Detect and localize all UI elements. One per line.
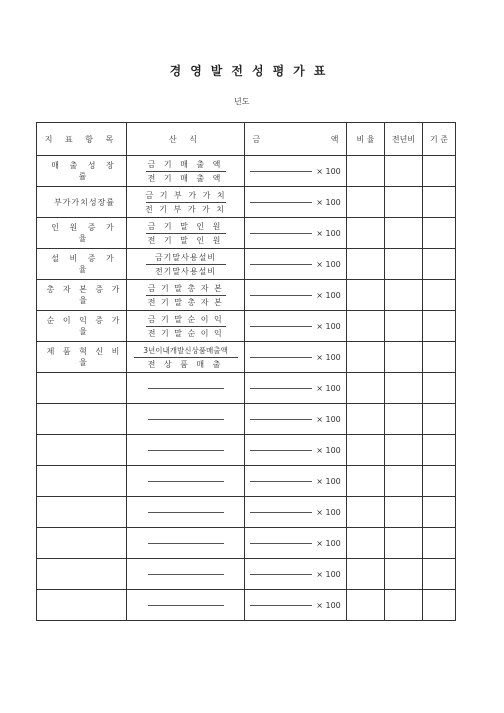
table-row (37, 280, 456, 311)
fill-line (148, 481, 224, 482)
fill-line (250, 202, 312, 203)
formula-cell-blank[interactable] (127, 466, 245, 497)
multiplier-label: × 100 (316, 600, 341, 610)
multiplier-label: × 100 (316, 352, 341, 362)
indicator-cell-blank[interactable] (37, 435, 127, 466)
amount-cell[interactable] (245, 466, 347, 497)
multiplier-label: × 100 (316, 290, 341, 300)
standard-cell[interactable] (423, 466, 456, 497)
formula-cell (127, 187, 245, 218)
indicator-label: 매 출 성 장 률 (37, 156, 127, 187)
formula-cell (127, 218, 245, 249)
indicator-label: 인 원 증 가 율 (37, 218, 127, 249)
amount-cell[interactable] (245, 218, 347, 249)
amount-cell[interactable] (245, 187, 347, 218)
formula-cell-blank[interactable] (127, 373, 245, 404)
ratio-cell[interactable] (347, 497, 385, 528)
amount-cell[interactable] (245, 404, 347, 435)
ratio-cell[interactable] (347, 156, 385, 187)
ratio-cell[interactable] (347, 590, 385, 621)
formula-denominator: 전 기 말 순 이 익 (147, 328, 224, 338)
blank-table-row (37, 590, 456, 621)
formula-cell-blank[interactable] (127, 404, 245, 435)
formula-denominator: 전 기 매 출 액 (147, 173, 224, 183)
multiplier-label: × 100 (316, 507, 341, 517)
multiplier-label: × 100 (316, 166, 341, 176)
amount-cell[interactable] (245, 342, 347, 373)
header-standard: 기 준 (423, 123, 456, 156)
formula-denominator: 전 기 부 가 가 치 (144, 204, 227, 214)
formula-denominator: 전 기 말 인 원 (147, 235, 224, 245)
blank-table-row (37, 373, 456, 404)
indicator-cell-blank[interactable] (37, 590, 127, 621)
formula-denominator: 전 기 말 총 자 본 (147, 297, 224, 307)
prev-year-cell[interactable] (385, 528, 423, 559)
header-formula: 산 식 (127, 123, 245, 156)
indicator-label: 부가가치성장률 (37, 187, 127, 218)
formula-cell-blank[interactable] (127, 559, 245, 590)
formula-cell (127, 311, 245, 342)
multiplier-label: × 100 (316, 414, 341, 424)
prev-year-cell[interactable] (385, 466, 423, 497)
header-indicator: 지 표 항 목 (37, 123, 127, 156)
indicator-cell-blank[interactable] (37, 528, 127, 559)
table-row (37, 342, 456, 373)
blank-table-row (37, 466, 456, 497)
standard-cell[interactable] (423, 373, 456, 404)
standard-cell[interactable] (423, 590, 456, 621)
fill-line (250, 574, 312, 575)
multiplier-label: × 100 (316, 538, 341, 548)
formula-numerator: 금 기 말 순 이 익 (146, 314, 226, 327)
ratio-cell[interactable] (347, 528, 385, 559)
ratio-cell[interactable] (347, 311, 385, 342)
formula-cell (127, 342, 245, 373)
ratio-cell[interactable] (347, 559, 385, 590)
header-ratio: 비 율 (347, 123, 385, 156)
standard-cell[interactable] (423, 187, 456, 218)
table-row (37, 218, 456, 249)
multiplier-label: × 100 (316, 197, 341, 207)
indicator-label: 순 이 익 증 가 율 (37, 311, 127, 342)
formula-denominator: 전기말사용설비 (154, 266, 217, 276)
indicator-cell-blank[interactable] (37, 559, 127, 590)
blank-table-row (37, 528, 456, 559)
standard-cell[interactable] (423, 435, 456, 466)
amount-cell[interactable] (245, 311, 347, 342)
ratio-cell[interactable] (347, 342, 385, 373)
formula-cell (127, 156, 245, 187)
evaluation-table (36, 122, 456, 621)
indicator-label: 총 자 본 증 가 율 (37, 280, 127, 311)
indicator-label: 제 품 혁 신 비 율 (37, 342, 127, 373)
fill-line (148, 543, 224, 544)
prev-year-cell[interactable] (385, 311, 423, 342)
standard-cell[interactable] (423, 559, 456, 590)
standard-cell[interactable] (423, 249, 456, 280)
amount-cell[interactable] (245, 435, 347, 466)
table-row (37, 156, 456, 187)
formula-cell-blank[interactable] (127, 497, 245, 528)
prev-year-cell[interactable] (385, 249, 423, 280)
prev-year-cell[interactable] (385, 559, 423, 590)
fill-line (250, 295, 312, 296)
page-title: 경영발전성평가표 (169, 64, 335, 78)
fill-line (148, 450, 224, 451)
table-row (37, 187, 456, 218)
blank-table-row (37, 497, 456, 528)
indicator-cell-blank[interactable] (37, 497, 127, 528)
formula-cell-blank[interactable] (127, 528, 245, 559)
standard-cell[interactable] (423, 311, 456, 342)
fill-line (148, 419, 224, 420)
formula-numerator: 금기말사용설비 (146, 252, 226, 265)
fill-line (148, 512, 224, 513)
ratio-cell[interactable] (347, 373, 385, 404)
formula-denominator: 전 상 품 매 출 (147, 359, 224, 369)
amount-cell[interactable] (245, 590, 347, 621)
formula-cell-blank[interactable] (127, 435, 245, 466)
prev-year-cell[interactable] (385, 404, 423, 435)
multiplier-label: × 100 (316, 476, 341, 486)
fill-line (250, 326, 312, 327)
fill-line (250, 605, 312, 606)
prev-year-cell[interactable] (385, 435, 423, 466)
prev-year-cell[interactable] (385, 590, 423, 621)
multiplier-label: × 100 (316, 228, 341, 238)
blank-table-row (37, 435, 456, 466)
formula-numerator: 금 기 말 총 자 본 (146, 283, 226, 296)
amount-cell[interactable] (245, 497, 347, 528)
fill-line (250, 450, 312, 451)
formula-numerator: 금 기 말 인 원 (146, 221, 226, 234)
amount-cell[interactable] (245, 373, 347, 404)
standard-cell[interactable] (423, 404, 456, 435)
prev-year-cell[interactable] (385, 187, 423, 218)
fill-line (250, 543, 312, 544)
prev-year-cell[interactable] (385, 342, 423, 373)
ratio-cell[interactable] (347, 435, 385, 466)
formula-cell (127, 249, 245, 280)
multiplier-label: × 100 (316, 259, 341, 269)
standard-cell[interactable] (423, 497, 456, 528)
fill-line (250, 264, 312, 265)
header-amount: 금 액 (245, 123, 347, 156)
fill-line (148, 605, 224, 606)
blank-table-row (37, 559, 456, 590)
fill-line (250, 419, 312, 420)
standard-cell[interactable] (423, 156, 456, 187)
multiplier-label: × 100 (316, 569, 341, 579)
fill-line (250, 512, 312, 513)
multiplier-label: × 100 (316, 383, 341, 393)
prev-year-cell[interactable] (385, 156, 423, 187)
header-prev-year: 전년비 (385, 123, 423, 156)
multiplier-label: × 100 (316, 321, 341, 331)
ratio-cell[interactable] (347, 187, 385, 218)
prev-year-cell[interactable] (385, 280, 423, 311)
header-row (37, 123, 456, 156)
ratio-cell[interactable] (347, 249, 385, 280)
fill-line (250, 171, 312, 172)
formula-numerator: 금 기 부 가 가 치 (146, 190, 226, 203)
amount-cell[interactable] (245, 156, 347, 187)
standard-cell[interactable] (423, 528, 456, 559)
year-label: 년도 (234, 97, 250, 106)
standard-cell[interactable] (423, 280, 456, 311)
formula-numerator: 금 기 매 출 액 (146, 159, 226, 172)
amount-cell[interactable] (245, 559, 347, 590)
amount-cell[interactable] (245, 528, 347, 559)
ratio-cell[interactable] (347, 218, 385, 249)
prev-year-cell[interactable] (385, 497, 423, 528)
amount-cell[interactable] (245, 280, 347, 311)
fill-line (250, 357, 312, 358)
ratio-cell[interactable] (347, 280, 385, 311)
fill-line (148, 388, 224, 389)
formula-cell (127, 280, 245, 311)
standard-cell[interactable] (423, 218, 456, 249)
formula-cell-blank[interactable] (127, 590, 245, 621)
standard-cell[interactable] (423, 342, 456, 373)
fill-line (250, 233, 312, 234)
formula-numerator: 3년이내개발신상품매출액 (134, 345, 238, 358)
ratio-cell[interactable] (347, 404, 385, 435)
prev-year-cell[interactable] (385, 218, 423, 249)
ratio-cell[interactable] (347, 466, 385, 497)
indicator-cell-blank[interactable] (37, 466, 127, 497)
prev-year-cell[interactable] (385, 373, 423, 404)
amount-cell[interactable] (245, 249, 347, 280)
table-row (37, 249, 456, 280)
fill-line (148, 574, 224, 575)
multiplier-label: × 100 (316, 445, 341, 455)
fill-line (250, 388, 312, 389)
indicator-cell-blank[interactable] (37, 373, 127, 404)
indicator-label: 설 비 증 가 율 (37, 249, 127, 280)
fill-line (250, 481, 312, 482)
blank-table-row (37, 404, 456, 435)
indicator-cell-blank[interactable] (37, 404, 127, 435)
table-row (37, 311, 456, 342)
